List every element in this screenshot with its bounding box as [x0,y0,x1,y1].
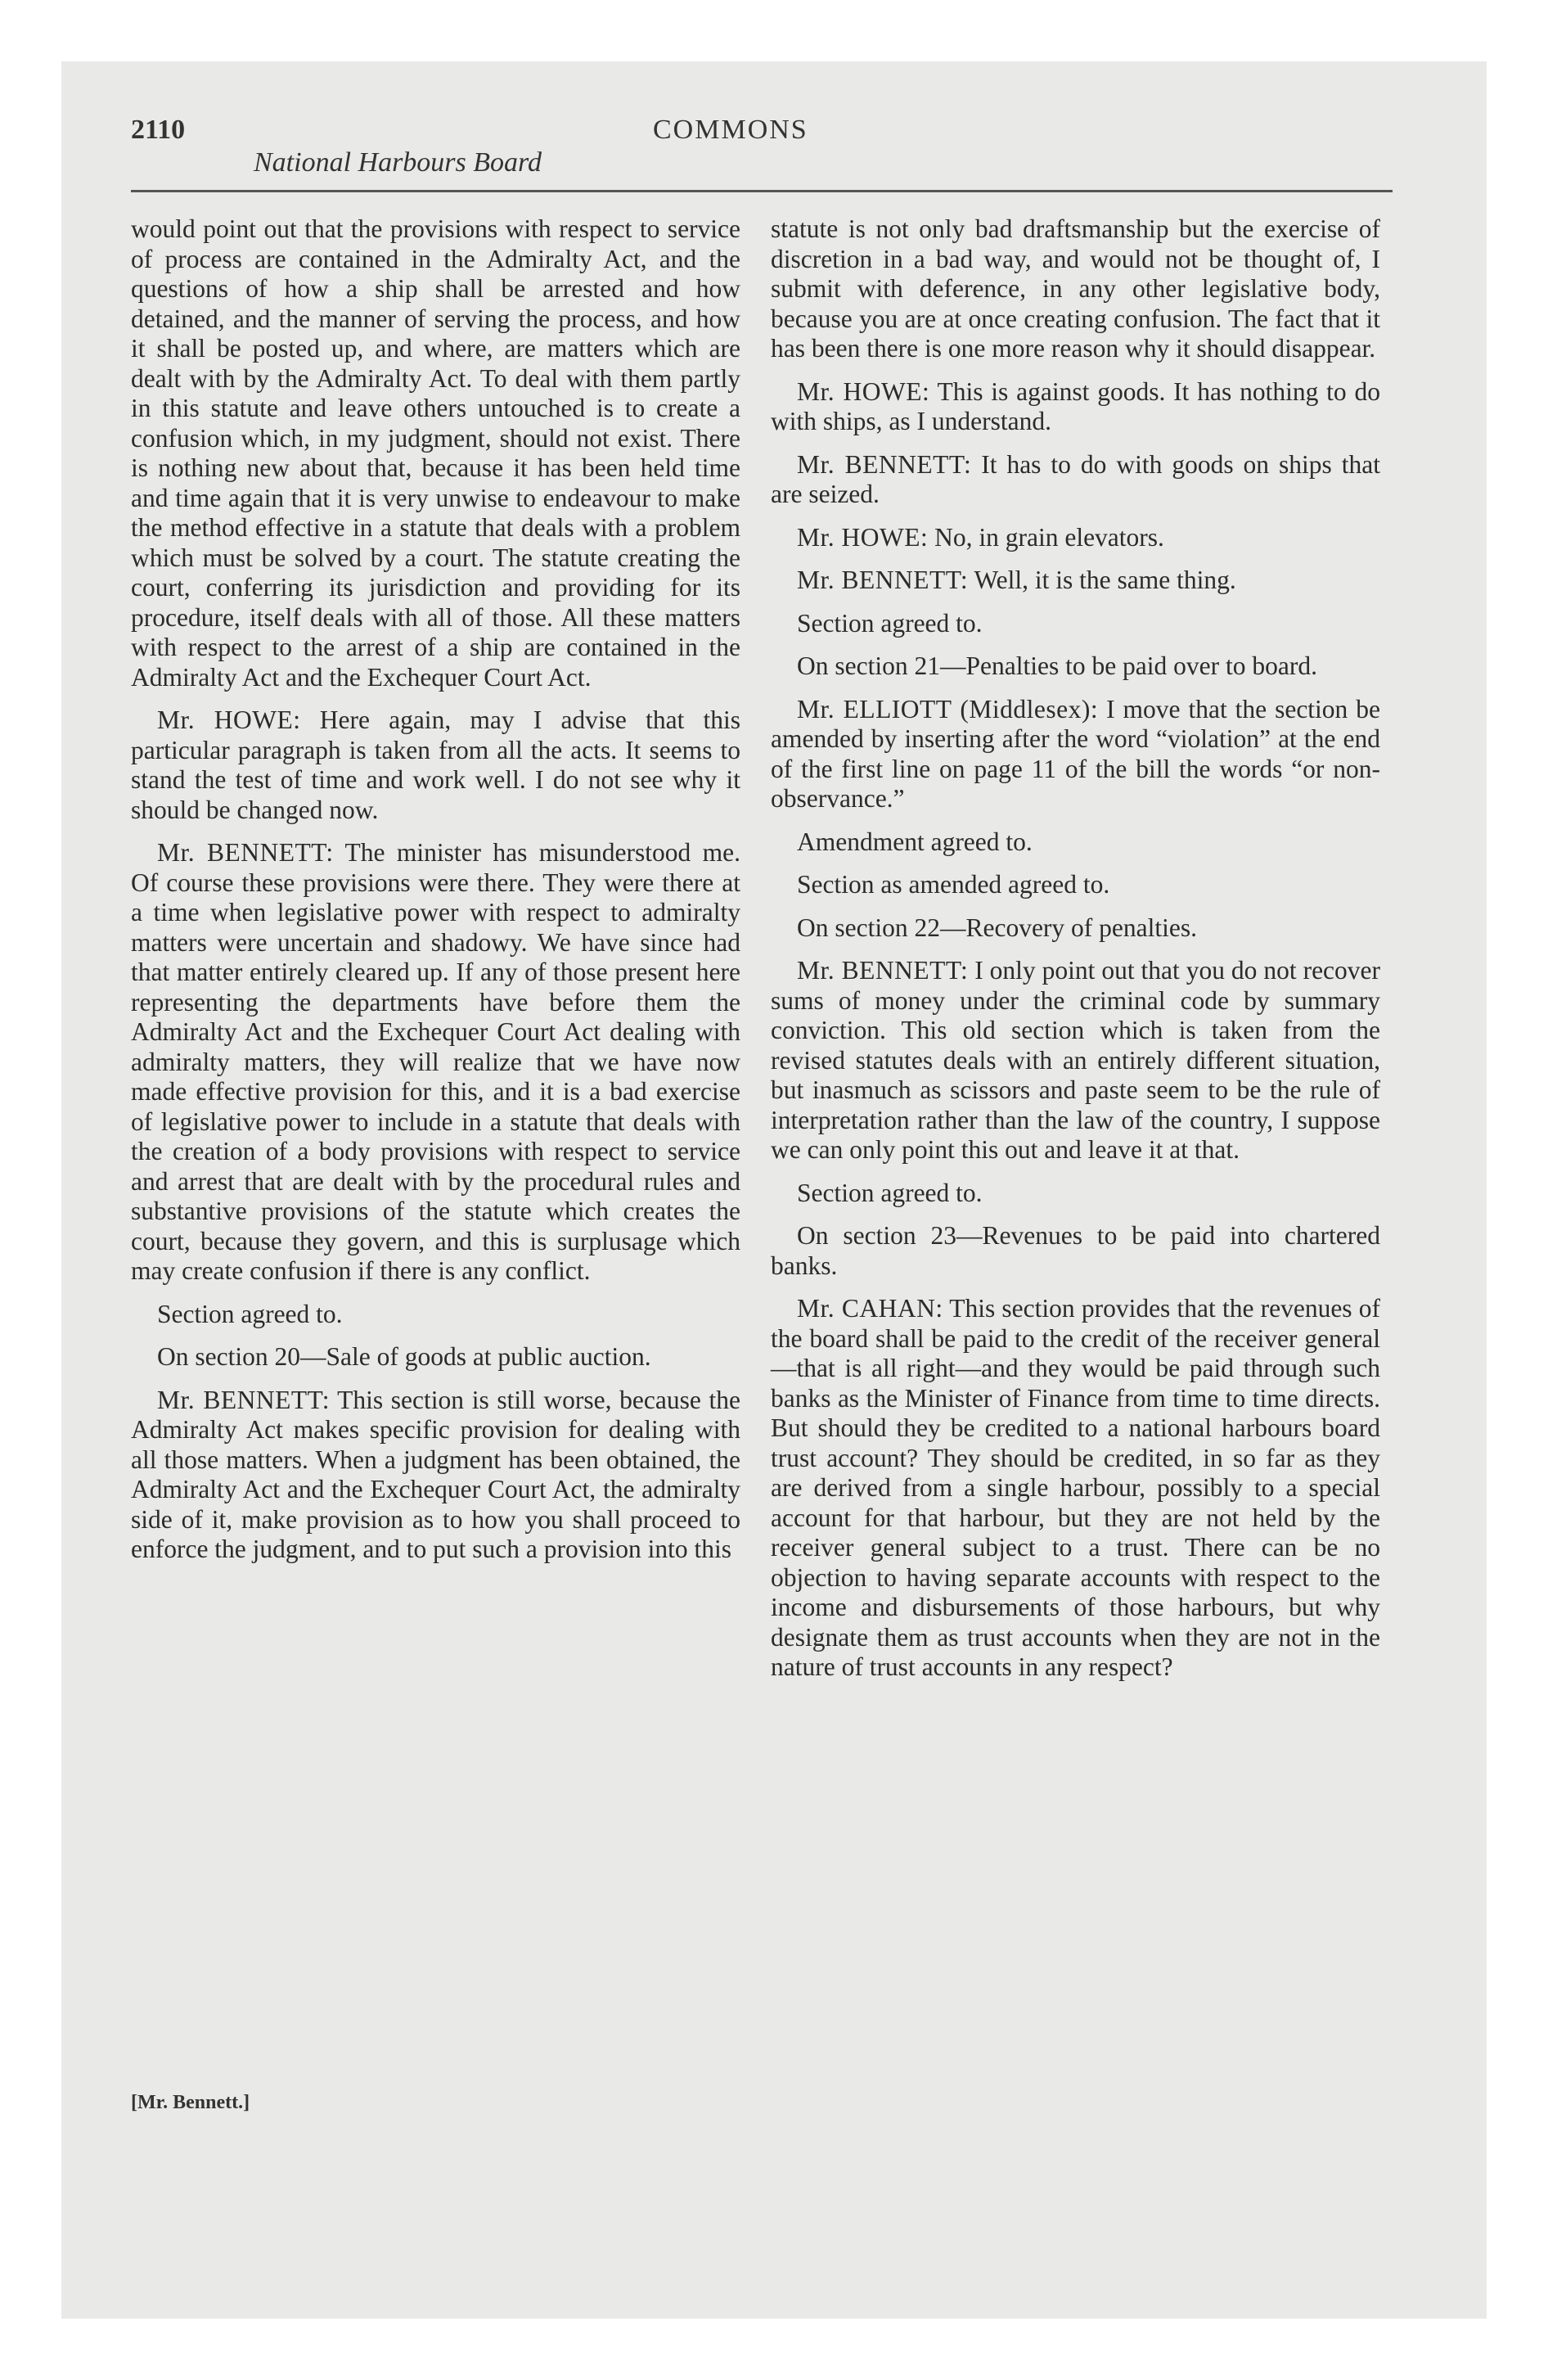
paragraph [771,214,1380,364]
paragraph-text: This is against goods. It has nothing to do with ships, as I understand. [771,376,1380,435]
paragraph [771,609,1380,639]
paragraph-text: statute is not only bad draftsmanship but the exercise of discretion in a bad way, and would not be thought of, I submit with deference, in any other legislative body, because you are at once creating confusion. The fact that it has been there is one more reason why it should disappear. [771,214,1380,363]
paragraph [771,1294,1380,1683]
left-column [131,214,740,1578]
speaker-name: Mr. HOWE: [157,705,301,734]
speaker-name: Mr. BENNETT: [157,838,334,867]
paragraph [771,1179,1380,1209]
speaker-name: Mr. HOWE: [797,522,929,552]
speaker-name: Mr. BENNETT: [157,1385,330,1414]
paragraph-text: This section is still worse, because the Admiralty Act makes specific provision for dealing with all those matters. When a judgment has been obtained, the Admiralty Act and the Exchequer Court Act, the admiralty side of it, make provision as to how you shall proceed to enforce the judgment, and to put such a provision into this [131,1385,740,1563]
paragraph-text: Section agreed to. [157,1299,343,1328]
paragraph [771,956,1380,1165]
header-subtitle: National Harbours Board [254,147,542,178]
paragraph [131,214,740,692]
paragraph-text: Section as amended agreed to. [797,870,1110,899]
speaker-name: Mr. BENNETT: [797,566,969,594]
paragraph-text: On section 20—Sale of goods at public auction. [157,1342,651,1371]
page-header [131,115,1393,196]
speaker-name: Mr. BENNETT: [797,956,969,985]
paragraph-text: On section 22—Recovery of penalties. [797,913,1197,942]
speaker-name: Mr. ELLIOTT (Middlesex): [797,694,1099,723]
paragraph-text: This section provides that the revenues of the board shall be paid to the credit of the receiver general—that is all right—and they would be paid through such banks as the Minister of Finance from time to time directs. But should they be credited to a national harbours board trust account? They should be credited, in so far as they are derived from a single harbour, possibly to a special account for that harbour, but they are not held by the receiver general subject to a trust. There can be no objection to having separate accounts with respect to the income and disbursements of those harbours, but why designate them as trust accounts when they are not in the nature of trust accounts in any respect? [771,1294,1380,1681]
paragraph [771,450,1380,510]
paragraph [771,566,1380,596]
speaker-name: Mr. CAHAN: [797,1294,943,1323]
paragraph [131,1386,740,1565]
paragraph [771,870,1380,900]
header-title: COMMONS [653,115,808,145]
paragraph [131,705,740,825]
paragraph [771,827,1380,858]
paragraph-text: It has to do with goods on ships that are seized. [771,449,1380,508]
paragraph [131,838,740,1287]
paragraph [771,1221,1380,1281]
paragraph-text: Section agreed to. [797,1178,983,1207]
paragraph-text: On section 21—Penalties to be paid over to board. [797,651,1317,680]
paragraph-text: I move that the section be amended by inserting after the word “violation” at the end of the first line on page 11 of the bill the words “or non-observance.” [771,694,1380,813]
paragraph-text: The minister has misunderstood me. Of course these provisions were there. They were there at a time when legislative power with respect to admiralty matters were uncertain and shadowy. We have since had that matter entirely cleared up. If any of those present here representing the departments have before them the Admiralty Act and the Exchequer Court Act dealing with admiralty matters, they will realize that we have now made effective provision for this, and it is a bad exercise of legislative power to include in a statute that deals with the creation of a body provisions with respect to service and arrest that are dealt with by the procedural rules and substantive provisions of the statute which creates the court, because they govern, and this is surplusage which may create confusion if there is any conflict. [131,838,741,1285]
paragraph-text: On section 23—Revenues to be paid into chartered banks. [771,1221,1380,1280]
speaker-name: Mr. HOWE: [797,376,930,406]
paragraph [771,913,1380,944]
paragraph [771,651,1380,682]
paragraph-text: Section agreed to. [797,608,983,638]
paragraph-text: Here again, may I advise that this particular paragraph is taken from all the acts. It seems to stand the test of time and work well. I do not see why it should be changed now. [131,705,741,824]
paragraph [771,695,1380,814]
paragraph-text: would point out that the provisions with respect to service of process are contained in the Admiralty Act, and the questions of how a ship shall be arrested and how detained, and the manner of serving the process, and how it shall be posted up, and where, are matters which are dealt with by the Admiralty Act. To deal with them partly in this statute and leave others untouched is to create a confusion which, in my judgment, should not exist. There is nothing new about that, because it has been held time and time again that it is very unwise to endeavour to make the method effective in a statute that deals with a problem which must be solved by a court. The statute creating the court, conferring its jurisdiction and providing for its procedure, itself deals with all of those. All these matters with respect to the arrest of a ship are contained in the Admiralty Act and the Exchequer Court Act. [131,214,740,692]
paragraph-text: Amendment agreed to. [797,827,1033,856]
header-rule [131,190,1393,192]
speaker-name: Mr. BENNETT: [797,449,972,479]
paragraph [131,1342,740,1373]
paragraph-text: I only point out that you do not recover sums of money under the criminal code by summary conviction. This old section which is taken from the revised statutes deals with an entirely different situation, but inasmuch as scissors and paste seem to be the rule of interpretation rather than the law of the country, I suppose we can only point this out and leave it at that. [771,956,1380,1164]
paragraph-text: Well, it is the same thing. [968,566,1236,594]
footer-note: [Mr. Bennett.] [131,2092,250,2113]
paragraph-text: No, in grain elevators. [928,522,1164,552]
paragraph [771,377,1380,437]
paragraph [131,1300,740,1330]
right-column [771,214,1380,1696]
paragraph [771,523,1380,553]
page-number: 2110 [131,115,186,145]
